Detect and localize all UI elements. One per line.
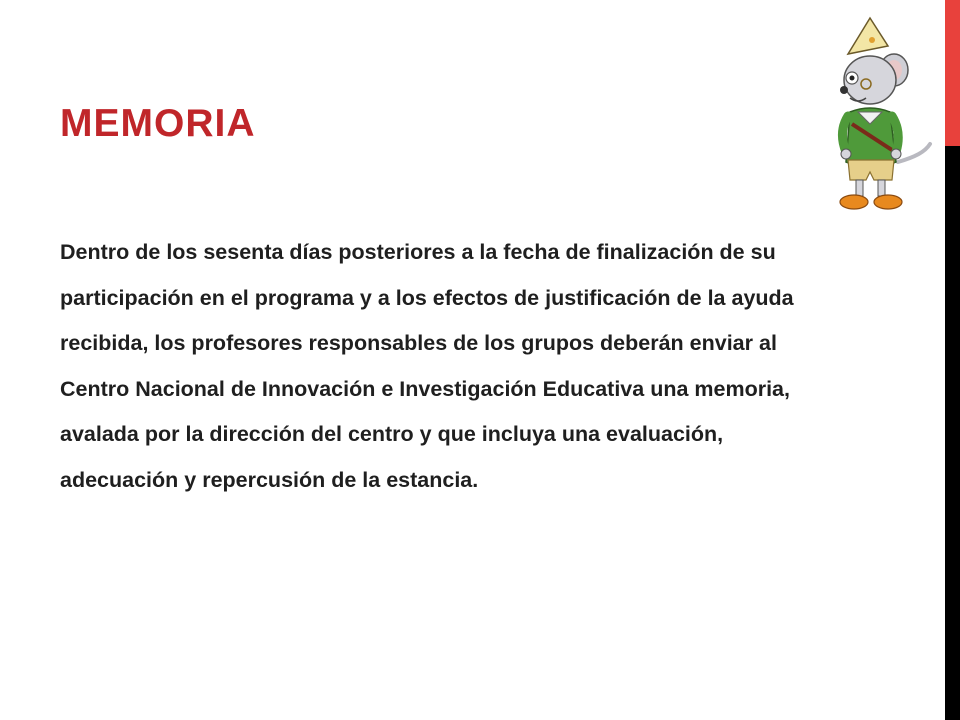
mouse-mascot-icon xyxy=(830,12,935,217)
slide-body-text: Dentro de los sesenta días posteriores a la fecha de finalización de su participación en el programa y a los efectos de justificación de la ayuda recibida, los profesores responsables de los grupos deberán enviar al Centro Nacional de Innovación e Investigación Educativa una memoria, avalada por la dirección del centro y que incluya una evaluación, adecuación y repercusión de la estancia. xyxy=(60,240,794,492)
sidebar-red-accent xyxy=(945,0,960,146)
slide-title: MEMORIA xyxy=(60,102,256,145)
